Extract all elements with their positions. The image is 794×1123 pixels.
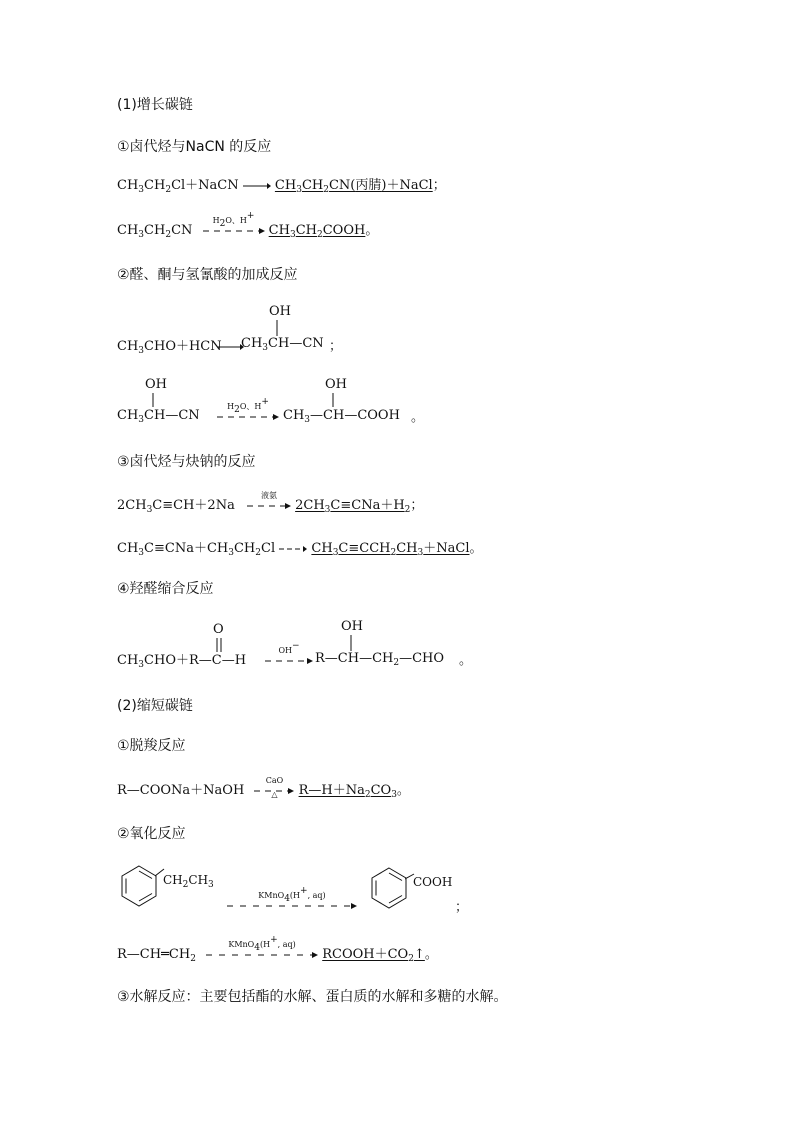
- item-title-2-1: ①脱羧反应: [117, 738, 186, 754]
- carbonyl-oxygen: O: [213, 622, 224, 637]
- reaction-condition: $H_2O$、H+: [212, 210, 255, 229]
- reaction-arrow: [217, 397, 279, 423]
- eq-reactants: $CH_3CH_2CN$: [117, 223, 193, 240]
- section-heading-2: (2)缩短碳链: [117, 698, 193, 714]
- equation-1-1-b: [117, 210, 379, 240]
- equation-1-2-b: [117, 377, 457, 427]
- reaction-arrow: [206, 934, 318, 961]
- bond-line-icon: [349, 635, 353, 651]
- item-title-1-2: ②醛、酮与氢氰酸的加成反应: [117, 267, 298, 283]
- eq-end: 。: [459, 653, 473, 668]
- section-heading-1: (1)增长碳链: [117, 97, 193, 113]
- eq-reactants: $R—CH═CH_2$: [117, 947, 196, 964]
- item-title-1-1: ①卤代烃与NaCN 的反应: [117, 139, 272, 155]
- eq-reactants: $CH_3CHO+R—C—H$: [117, 653, 247, 670]
- equation-2-1: [117, 775, 410, 800]
- equation-2-2-a: [117, 862, 477, 918]
- eq-reactants: $CH_3CHO+HCN$: [117, 339, 222, 356]
- eq-products: $RCOOH+CO_2↑$: [322, 947, 425, 964]
- structure-product: $CH_3CH—CN$: [241, 336, 324, 353]
- reaction-arrow: [203, 210, 265, 237]
- equation-1-2-a: [117, 304, 417, 354]
- reaction-arrow: [265, 641, 313, 667]
- item-title-1-3: ③卤代烃与炔钠的反应: [117, 454, 256, 470]
- equation-1-4: [117, 619, 497, 671]
- reaction-condition: KMnO$_4$(H+, aq): [258, 886, 326, 904]
- bond-line-icon: [331, 393, 335, 407]
- eq-end: 。: [396, 783, 410, 798]
- eq-end: 。: [424, 947, 438, 962]
- dashed-arrow-icon: [279, 544, 307, 554]
- eq-reactants: $2CH_3C\equiv CH+2Na$: [117, 498, 235, 515]
- reaction-condition: $H_2O$、H+: [227, 397, 269, 415]
- reaction-condition-top: CaO: [265, 775, 284, 785]
- reaction-arrow: [247, 490, 291, 512]
- eq-end: ；: [432, 178, 446, 193]
- reaction-arrow: [227, 886, 357, 912]
- eq-reactants: R—COONa＋NaOH: [117, 783, 245, 798]
- item-title-2-3: ③水解反应：主要包括酯的水解、蛋白质的水解和多糖的水解。: [117, 989, 508, 1005]
- equation-2-2-b: [117, 934, 438, 964]
- structure-oh: OH: [145, 377, 167, 392]
- eq-end: 。: [411, 410, 425, 425]
- structure-oh: OH: [269, 304, 291, 319]
- structure-product-oh: OH: [325, 377, 347, 392]
- eq-products: $2CH_3C\equiv CNa+H_2$: [295, 498, 411, 515]
- eq-end: ；: [455, 900, 469, 915]
- substituent-ethyl: $CH_2CH_3$: [163, 873, 214, 890]
- eq-reactants: $CH_3CH_2Cl+NaCN$: [117, 178, 239, 195]
- double-bond-icon: [216, 638, 222, 652]
- reaction-condition-bottom: △: [271, 789, 278, 799]
- equation-1-1-a: [117, 178, 446, 194]
- substituent-carboxyl: COOH: [413, 875, 453, 889]
- structure-product: $R—CH—CH_2—CHO$: [315, 651, 445, 668]
- eq-products: $CH_3CH_2COOH$: [268, 223, 366, 240]
- structure-product-oh: OH: [341, 619, 363, 634]
- eq-end: 。: [365, 223, 379, 238]
- eq-products: $CH_3C\equiv CCH_2CH_3+NaCl$: [311, 541, 470, 558]
- eq-end: ；: [329, 339, 343, 354]
- reaction-condition: OH−: [278, 641, 300, 655]
- equation-1-3-a: [117, 490, 424, 515]
- eq-reactants: $CH_3C\equiv CNa+CH_3CH_2Cl$: [117, 541, 276, 558]
- structure-reactant: $CH_3CH—CN$: [117, 408, 200, 425]
- bond-line-icon: [151, 393, 155, 407]
- eq-end: ；: [410, 498, 424, 513]
- structure-product: $CH_3—CH—COOH$: [283, 408, 400, 425]
- reaction-condition: KMnO$_4$(H+, aq): [228, 934, 296, 953]
- reaction-arrow: [254, 775, 294, 799]
- item-title-1-4: ④羟醛缩合反应: [117, 581, 214, 597]
- eq-products: $CH_3CH_2CN$(丙腈)＋NaCl: [274, 178, 433, 195]
- item-title-2-2: ②氧化反应: [117, 826, 186, 842]
- eq-end: 。: [469, 541, 483, 556]
- reaction-arrow-icon: [243, 181, 271, 191]
- eq-products: $R—H+Na_2CO_3$: [298, 783, 397, 800]
- bond-line-icon: [275, 320, 279, 336]
- equation-1-3-b: [117, 541, 483, 557]
- reaction-condition: 液氨: [260, 490, 277, 500]
